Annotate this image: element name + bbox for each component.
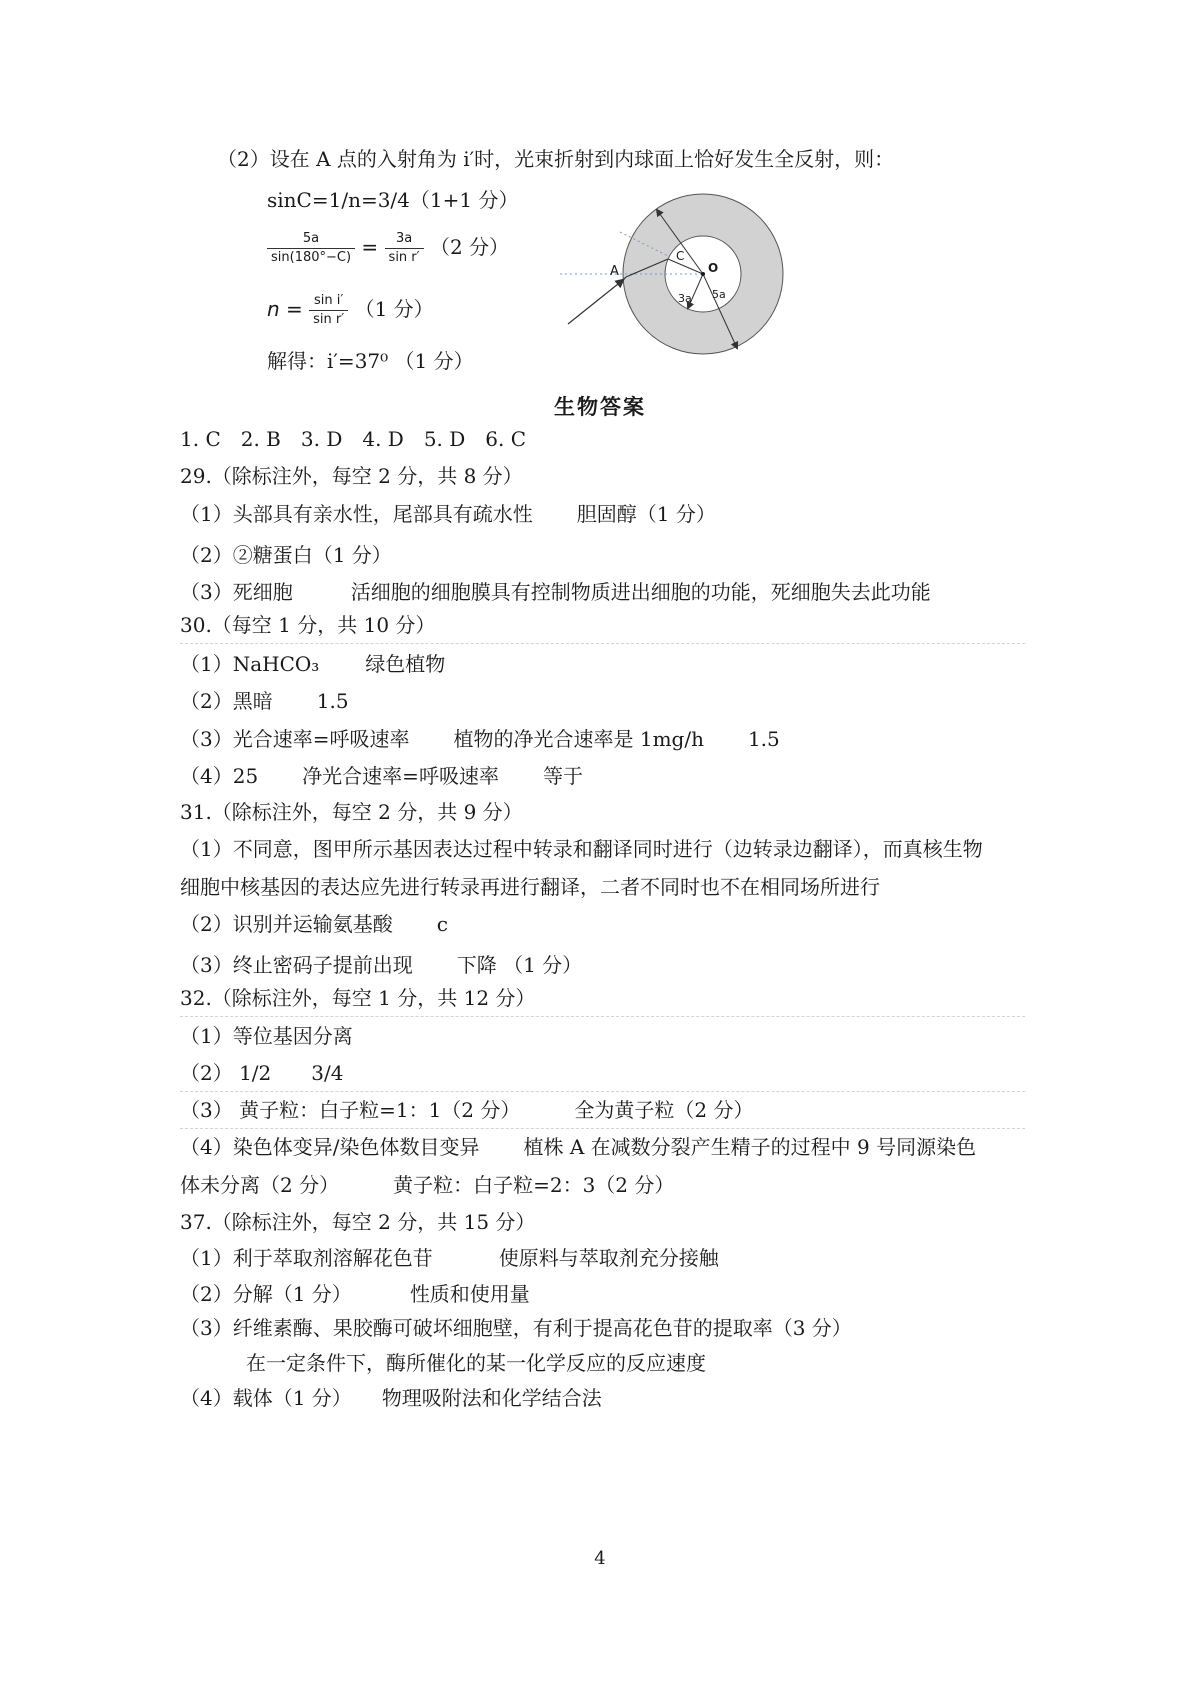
q31-header: 31.（除标注外，每空 2 分，共 9 分） bbox=[180, 800, 523, 824]
q32-answer-4-c: 体未分离（2 分） bbox=[180, 1173, 340, 1197]
q29-answer-3-b: 活细胞的细胞膜具有控制物质进出细胞的功能，死细胞失去此功能 bbox=[350, 580, 931, 604]
q37-header: 37.（除标注外，每空 2 分，共 15 分） bbox=[180, 1210, 536, 1234]
q29-answer-1-a: （1）头部具有亲水性，尾部具有疏水性 bbox=[180, 502, 533, 526]
q30-answer-3-c: 1.5 bbox=[747, 727, 780, 751]
label-5a: 5a bbox=[712, 288, 726, 301]
q29-header: 29.（除标注外，每空 2 分，共 8 分） bbox=[180, 464, 523, 488]
q30-answer-1-a: （1）NaHCO₃ bbox=[180, 652, 320, 676]
physics-intro: （2）设在 A 点的入射角为 i′时，光束折射到内球面上恰好发生全反射，则： bbox=[217, 147, 895, 171]
q31-answer-3-a: （3）终止密码子提前出现 bbox=[180, 953, 413, 977]
q32-answer-3-a: （3） 黄子粒：白子粒=1：1（2 分） bbox=[180, 1098, 521, 1122]
q30-answer-1-b: 绿色植物 bbox=[365, 652, 446, 676]
fraction-left-numerator: 5a bbox=[267, 230, 355, 249]
q30-answer-4-a: （4）25 bbox=[180, 764, 259, 788]
q30-answer-1 bbox=[180, 651, 445, 677]
fraction-n-denominator: sin r′ bbox=[313, 312, 345, 327]
q30-answer-4-b: 净光合速率=呼吸速率 bbox=[302, 764, 499, 788]
refraction-diagram bbox=[560, 192, 800, 362]
q37-answer-1 bbox=[180, 1245, 719, 1271]
q32-answer-3-b: 全为黄子粒（2 分） bbox=[574, 1098, 754, 1122]
q37-answer-3: （3）纤维素酶、果胶酶可破坏细胞壁，有利于提高花色苷的提取率（3 分） bbox=[180, 1316, 852, 1340]
q32-answer-2-a: （2） 1/2 bbox=[180, 1061, 272, 1085]
q29-answer-2: （2）②糖蛋白（1 分） bbox=[180, 543, 392, 567]
physics-eq-sinc: sinC=1/n=3/4（1+1 分） bbox=[267, 188, 519, 212]
dashed-rule bbox=[180, 1091, 1025, 1092]
eq2-score: （2 分） bbox=[429, 235, 510, 259]
q37-answer-1-b: 使原料与萃取剂充分接触 bbox=[498, 1246, 719, 1270]
q32-answer-4-cont bbox=[180, 1172, 674, 1198]
label-A: A bbox=[610, 264, 619, 279]
biology-answer-title: 生物答案 bbox=[554, 395, 646, 419]
q32-answer-4-b: 植株 A 在减数分裂产生精子的过程中 9 号同源染色 bbox=[523, 1135, 977, 1159]
q37-answer-2 bbox=[180, 1281, 530, 1307]
q30-answer-2 bbox=[180, 688, 349, 714]
fraction-n-numerator: sin i′ bbox=[309, 292, 348, 311]
label-O: O bbox=[708, 261, 719, 275]
q37-answer-4-b: 物理吸附法和化学结合法 bbox=[381, 1386, 602, 1410]
q30-answer-4-c: 等于 bbox=[542, 764, 583, 788]
q30-answer-3-a: （3）光合速率=呼吸速率 bbox=[180, 727, 410, 751]
q31-answer-2-b: c bbox=[436, 912, 448, 936]
dashed-rule bbox=[180, 1016, 1025, 1017]
q31-answer-3-b: 下降 （1 分） bbox=[456, 953, 583, 977]
q32-answer-4-a: （4）染色体变异/染色体数目变异 bbox=[180, 1135, 480, 1159]
q29-answer-3 bbox=[180, 579, 931, 605]
q31-answer-1: （1）不同意，图甲所示基因表达过程中转录和翻译同时进行（边转录边翻译），而真核生物 bbox=[180, 837, 983, 861]
q30-answer-2-b: 1.5 bbox=[316, 689, 349, 713]
q32-answer-4 bbox=[180, 1134, 976, 1160]
physics-solution: 解得：i′=37⁰ （1 分） bbox=[267, 349, 474, 373]
equals-sign: = bbox=[361, 235, 379, 259]
eq3-score: （1 分） bbox=[354, 297, 434, 321]
multiple-choice-answers: 1. C 2. B 3. D 4. D 5. D 6. C bbox=[180, 427, 527, 451]
q37-answer-4 bbox=[180, 1385, 602, 1411]
fraction-right bbox=[385, 230, 424, 267]
q37-answer-2-b: 性质和使用量 bbox=[409, 1282, 530, 1306]
label-3a: 3a bbox=[678, 292, 692, 305]
q32-answer-2-b: 3/4 bbox=[311, 1061, 344, 1085]
q29-answer-1-b: 胆固醇（1 分） bbox=[576, 502, 716, 526]
fraction-left bbox=[267, 230, 355, 267]
center-point bbox=[701, 272, 705, 276]
q32-answer-4-d: 黄子粒：白子粒=2：3（2 分） bbox=[393, 1173, 675, 1197]
q29-answer-1 bbox=[180, 501, 716, 527]
q32-header: 32.（除标注外，每空 1 分，共 12 分） bbox=[180, 986, 536, 1010]
q30-answer-4 bbox=[180, 763, 583, 789]
q37-answer-4-a: （4）载体（1 分） bbox=[180, 1386, 352, 1410]
q30-answer-2-a: （2）黑暗 bbox=[180, 689, 273, 713]
fraction-n bbox=[309, 292, 348, 329]
q31-answer-2-a: （2）识别并运输氨基酸 bbox=[180, 912, 393, 936]
q37-answer-2-a: （2）分解（1 分） bbox=[180, 1282, 352, 1306]
physics-eq-ratio bbox=[267, 230, 509, 267]
q30-answer-3-b: 植物的净光合速率是 1mg/h bbox=[453, 727, 704, 751]
q31-answer-3 bbox=[180, 952, 582, 978]
n-lhs: n = bbox=[267, 297, 303, 321]
q37-answer-1-a: （1）利于萃取剂溶解花色苷 bbox=[180, 1246, 433, 1270]
incident-ray bbox=[568, 280, 623, 324]
fraction-right-numerator: 3a bbox=[385, 230, 424, 249]
q31-answer-1-cont: 细胞中核基因的表达应先进行转录再进行翻译，二者不同时也不在相同场所进行 bbox=[180, 875, 880, 899]
dashed-rule bbox=[180, 1128, 1025, 1129]
q32-answer-2 bbox=[180, 1060, 343, 1086]
q30-answer-3 bbox=[180, 726, 780, 752]
q29-answer-3-a: （3）死细胞 bbox=[180, 580, 293, 604]
page-number: 4 bbox=[594, 1548, 606, 1569]
fraction-right-denominator: sin r′ bbox=[388, 250, 420, 265]
fraction-left-denominator: sin(180°−C) bbox=[271, 250, 352, 265]
q32-answer-1: （1）等位基因分离 bbox=[180, 1024, 353, 1048]
dashed-rule bbox=[180, 643, 1025, 644]
physics-eq-n bbox=[267, 292, 434, 329]
q30-header: 30.（每空 1 分，共 10 分） bbox=[180, 613, 436, 637]
q32-answer-3 bbox=[180, 1097, 753, 1123]
q37-answer-3-cont: 在一定条件下，酶所催化的某一化学反应的反应速度 bbox=[246, 1351, 706, 1375]
label-C: C bbox=[676, 249, 685, 263]
q31-answer-2 bbox=[180, 911, 448, 937]
